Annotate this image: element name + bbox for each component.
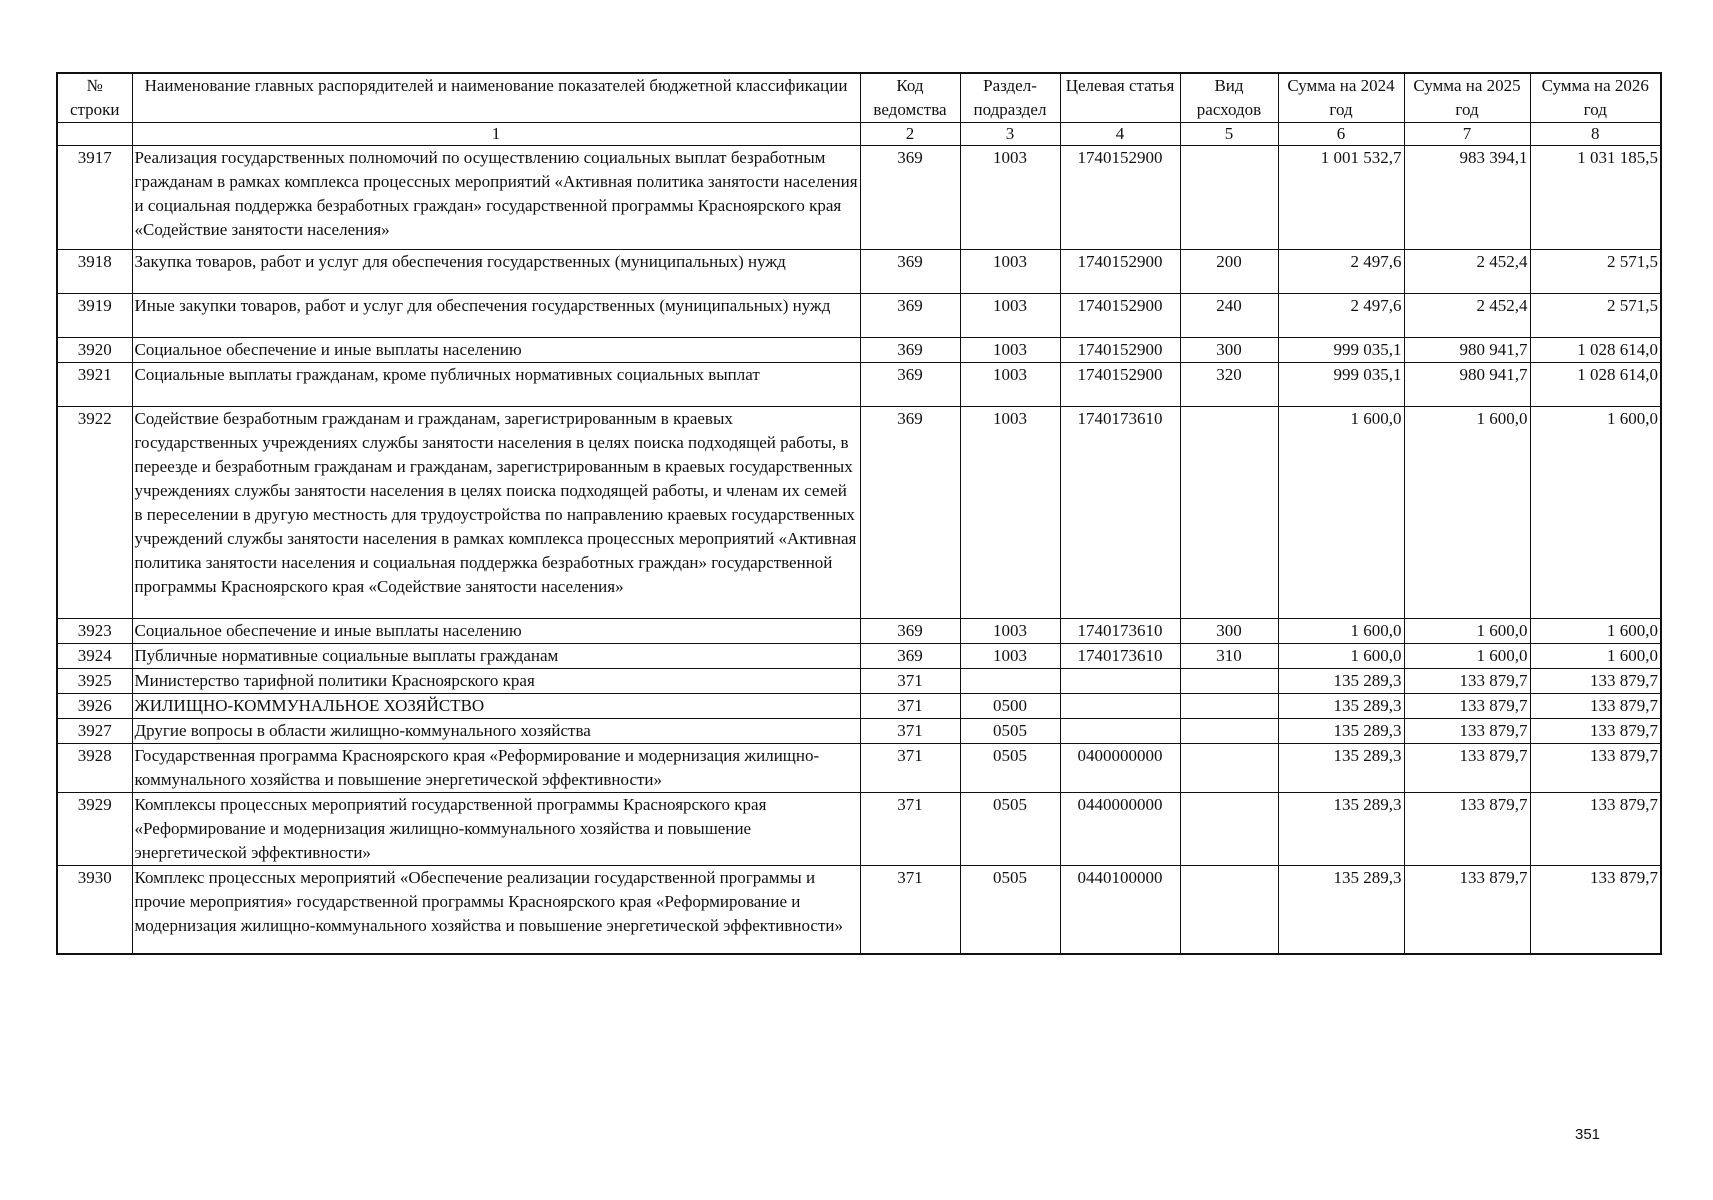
sum-2026-cell: 1 028 614,0 <box>1530 338 1661 363</box>
section-cell: 0505 <box>960 793 1060 866</box>
column-number: 7 <box>1404 123 1530 146</box>
sum-2026-cell: 1 600,0 <box>1530 407 1661 619</box>
sum-2024-cell: 1 600,0 <box>1278 407 1404 619</box>
target-article-cell: 1740152900 <box>1060 294 1180 338</box>
header-target: Целевая статья <box>1060 73 1180 123</box>
dept-code-cell: 369 <box>860 294 960 338</box>
indicator-name-cell: Комплекс процессных мероприятий «Обеспечение реализации государственной программы и прочие мероприятия» государственной программы Красноярского края «Реформирование и модернизация жилищно-коммунального хозяйства и повышение энергетической эффективности» <box>132 866 860 954</box>
sum-2025-cell: 133 879,7 <box>1404 719 1530 744</box>
sum-2026-cell: 133 879,7 <box>1530 719 1661 744</box>
indicator-name-cell: Комплексы процессных мероприятий государственной программы Красноярского края «Реформирование и модернизация жилищно-коммунального хозяйства и повышение энергетической эффективности» <box>132 793 860 866</box>
indicator-name-cell: Закупка товаров, работ и услуг для обеспечения государственных (муниципальных) нужд <box>132 250 860 294</box>
row-number-cell: 3927 <box>57 719 132 744</box>
sum-2026-cell: 1 600,0 <box>1530 644 1661 669</box>
table-header <box>57 73 1661 146</box>
sum-2024-cell: 135 289,3 <box>1278 719 1404 744</box>
dept-code-cell: 371 <box>860 744 960 793</box>
sum-2026-cell: 133 879,7 <box>1530 866 1661 954</box>
section-cell: 1003 <box>960 644 1060 669</box>
sum-2026-cell: 1 028 614,0 <box>1530 363 1661 407</box>
expense-type-cell: 200 <box>1180 250 1278 294</box>
indicator-name-cell: Социальное обеспечение и иные выплаты населению <box>132 338 860 363</box>
sum-2025-cell: 1 600,0 <box>1404 619 1530 644</box>
dept-code-cell: 369 <box>860 407 960 619</box>
row-number-cell: 3930 <box>57 866 132 954</box>
table-body <box>57 146 1661 954</box>
expense-type-cell <box>1180 744 1278 793</box>
sum-2024-cell: 135 289,3 <box>1278 793 1404 866</box>
sum-2026-cell: 133 879,7 <box>1530 669 1661 694</box>
header-sum-2024: Сумма на 2024 год <box>1278 73 1404 123</box>
target-article-cell: 0440100000 <box>1060 866 1180 954</box>
row-number-cell: 3922 <box>57 407 132 619</box>
target-article-cell: 1740152900 <box>1060 146 1180 250</box>
table-row <box>57 338 1661 363</box>
indicator-name-cell: Министерство тарифной политики Красноярского края <box>132 669 860 694</box>
table-row <box>57 793 1661 866</box>
column-number: 4 <box>1060 123 1180 146</box>
header-expense-type: Вид расходов <box>1180 73 1278 123</box>
dept-code-cell: 371 <box>860 694 960 719</box>
sum-2025-cell: 133 879,7 <box>1404 793 1530 866</box>
expense-type-cell <box>1180 407 1278 619</box>
target-article-cell: 0400000000 <box>1060 744 1180 793</box>
row-number-cell: 3917 <box>57 146 132 250</box>
dept-code-cell: 371 <box>860 719 960 744</box>
sum-2025-cell: 133 879,7 <box>1404 694 1530 719</box>
expense-type-cell <box>1180 146 1278 250</box>
expense-type-cell <box>1180 793 1278 866</box>
indicator-name-cell: Социальное обеспечение и иные выплаты населению <box>132 619 860 644</box>
indicator-name-cell: ЖИЛИЩНО-КОММУНАЛЬНОЕ ХОЗЯЙСТВО <box>132 694 860 719</box>
sum-2025-cell: 980 941,7 <box>1404 338 1530 363</box>
dept-code-cell: 369 <box>860 644 960 669</box>
indicator-name-cell: Иные закупки товаров, работ и услуг для обеспечения государственных (муниципальных) нужд <box>132 294 860 338</box>
dept-code-cell: 369 <box>860 338 960 363</box>
header-sum-2025: Сумма на 2025 год <box>1404 73 1530 123</box>
target-article-cell: 1740173610 <box>1060 644 1180 669</box>
target-article-cell: 0440000000 <box>1060 793 1180 866</box>
sum-2026-cell: 133 879,7 <box>1530 744 1661 793</box>
sum-2025-cell: 983 394,1 <box>1404 146 1530 250</box>
sum-2025-cell: 980 941,7 <box>1404 363 1530 407</box>
sum-2025-cell: 1 600,0 <box>1404 407 1530 619</box>
expense-type-cell: 310 <box>1180 644 1278 669</box>
table-row <box>57 719 1661 744</box>
row-number-cell: 3918 <box>57 250 132 294</box>
section-cell: 1003 <box>960 407 1060 619</box>
row-number-cell: 3921 <box>57 363 132 407</box>
sum-2024-cell: 135 289,3 <box>1278 744 1404 793</box>
sum-2025-cell: 133 879,7 <box>1404 744 1530 793</box>
section-cell: 0505 <box>960 866 1060 954</box>
sum-2024-cell: 1 001 532,7 <box>1278 146 1404 250</box>
sum-2026-cell: 133 879,7 <box>1530 694 1661 719</box>
indicator-name-cell: Государственная программа Красноярского края «Реформирование и модернизация жилищно-коммунального хозяйства и повышение энергетической эффективности» <box>132 744 860 793</box>
row-number-cell: 3926 <box>57 694 132 719</box>
sum-2024-cell: 999 035,1 <box>1278 363 1404 407</box>
table-row <box>57 644 1661 669</box>
indicator-name-cell: Содействие безработным гражданам и гражданам, зарегистрированным в краевых государственных учреждениях службы занятости населения в целях поиска подходящей работы, в переезде и безработным гражданам и гражданам, зарегистрированным в краевых государственных учреждениях службы занятости населения в целях поиска подходящей работы, и членам их семей в переселении в другую местность для трудоустройства по направлению краевых государственных учреждений службы занятости населения в рамках комплекса процессных мероприятий «Активная политика занятости населения и социальная поддержка безработных граждан» государственной программы Красноярского края «Содействие занятости населения» <box>132 407 860 619</box>
header-dept-code: Код ведомства <box>860 73 960 123</box>
table-row <box>57 407 1661 619</box>
section-cell: 0505 <box>960 744 1060 793</box>
table-row <box>57 146 1661 250</box>
row-number-cell: 3920 <box>57 338 132 363</box>
sum-2024-cell: 135 289,3 <box>1278 866 1404 954</box>
section-cell: 0500 <box>960 694 1060 719</box>
section-cell <box>960 669 1060 694</box>
table-row <box>57 294 1661 338</box>
sum-2025-cell: 133 879,7 <box>1404 669 1530 694</box>
header-row <box>57 73 1661 123</box>
header-section: Раздел-подраздел <box>960 73 1060 123</box>
sum-2025-cell: 2 452,4 <box>1404 294 1530 338</box>
sum-2024-cell: 1 600,0 <box>1278 619 1404 644</box>
target-article-cell: 1740173610 <box>1060 407 1180 619</box>
sum-2025-cell: 2 452,4 <box>1404 250 1530 294</box>
header-name: Наименование главных распорядителей и наименование показателей бюджетной классификации <box>132 73 860 123</box>
sum-2024-cell: 999 035,1 <box>1278 338 1404 363</box>
column-number: 5 <box>1180 123 1278 146</box>
column-number: 8 <box>1530 123 1661 146</box>
table-row <box>57 744 1661 793</box>
indicator-name-cell: Реализация государственных полномочий по осуществлению социальных выплат безработным гражданам в рамках комплекса процессных мероприятий «Активная политика занятости населения и социальная поддержка безработных граждан» государственной программы Красноярского края «Содействие занятости населения» <box>132 146 860 250</box>
target-article-cell <box>1060 719 1180 744</box>
section-cell: 1003 <box>960 294 1060 338</box>
dept-code-cell: 369 <box>860 250 960 294</box>
row-number-cell: 3929 <box>57 793 132 866</box>
column-number: 6 <box>1278 123 1404 146</box>
expense-type-cell: 240 <box>1180 294 1278 338</box>
section-cell: 1003 <box>960 146 1060 250</box>
page-number: 351 <box>1575 1126 1601 1143</box>
column-number-row <box>57 123 1661 146</box>
sum-2024-cell: 135 289,3 <box>1278 694 1404 719</box>
expense-type-cell: 320 <box>1180 363 1278 407</box>
sum-2026-cell: 2 571,5 <box>1530 250 1661 294</box>
expense-type-cell <box>1180 669 1278 694</box>
column-number: 1 <box>132 123 860 146</box>
sum-2024-cell: 1 600,0 <box>1278 644 1404 669</box>
dept-code-cell: 371 <box>860 866 960 954</box>
row-number-cell: 3928 <box>57 744 132 793</box>
budget-table <box>56 72 1662 955</box>
table-row <box>57 669 1661 694</box>
target-article-cell <box>1060 669 1180 694</box>
row-number-cell: 3924 <box>57 644 132 669</box>
dept-code-cell: 369 <box>860 363 960 407</box>
sum-2024-cell: 135 289,3 <box>1278 669 1404 694</box>
sum-2026-cell: 2 571,5 <box>1530 294 1661 338</box>
column-number: 2 <box>860 123 960 146</box>
sum-2026-cell: 1 031 185,5 <box>1530 146 1661 250</box>
indicator-name-cell: Другие вопросы в области жилищно-коммунального хозяйства <box>132 719 860 744</box>
row-number-cell: 3925 <box>57 669 132 694</box>
expense-type-cell: 300 <box>1180 619 1278 644</box>
target-article-cell: 1740152900 <box>1060 338 1180 363</box>
row-number-cell: 3923 <box>57 619 132 644</box>
table-row <box>57 250 1661 294</box>
expense-type-cell: 300 <box>1180 338 1278 363</box>
table-row <box>57 619 1661 644</box>
section-cell: 0505 <box>960 719 1060 744</box>
expense-type-cell <box>1180 694 1278 719</box>
column-number <box>57 123 132 146</box>
section-cell: 1003 <box>960 363 1060 407</box>
dept-code-cell: 369 <box>860 619 960 644</box>
table-row <box>57 866 1661 954</box>
target-article-cell: 1740152900 <box>1060 250 1180 294</box>
expense-type-cell <box>1180 866 1278 954</box>
target-article-cell <box>1060 694 1180 719</box>
indicator-name-cell: Социальные выплаты гражданам, кроме публичных нормативных социальных выплат <box>132 363 860 407</box>
sum-2024-cell: 2 497,6 <box>1278 250 1404 294</box>
section-cell: 1003 <box>960 619 1060 644</box>
row-number-cell: 3919 <box>57 294 132 338</box>
sum-2024-cell: 2 497,6 <box>1278 294 1404 338</box>
section-cell: 1003 <box>960 250 1060 294</box>
sum-2025-cell: 1 600,0 <box>1404 644 1530 669</box>
dept-code-cell: 371 <box>860 669 960 694</box>
indicator-name-cell: Публичные нормативные социальные выплаты гражданам <box>132 644 860 669</box>
dept-code-cell: 371 <box>860 793 960 866</box>
sum-2025-cell: 133 879,7 <box>1404 866 1530 954</box>
header-row-no: № строки <box>57 73 132 123</box>
expense-type-cell <box>1180 719 1278 744</box>
target-article-cell: 1740173610 <box>1060 619 1180 644</box>
header-sum-2026: Сумма на 2026 год <box>1530 73 1661 123</box>
table-row <box>57 363 1661 407</box>
sum-2026-cell: 1 600,0 <box>1530 619 1661 644</box>
section-cell: 1003 <box>960 338 1060 363</box>
table-row <box>57 694 1661 719</box>
sum-2026-cell: 133 879,7 <box>1530 793 1661 866</box>
target-article-cell: 1740152900 <box>1060 363 1180 407</box>
column-number: 3 <box>960 123 1060 146</box>
dept-code-cell: 369 <box>860 146 960 250</box>
